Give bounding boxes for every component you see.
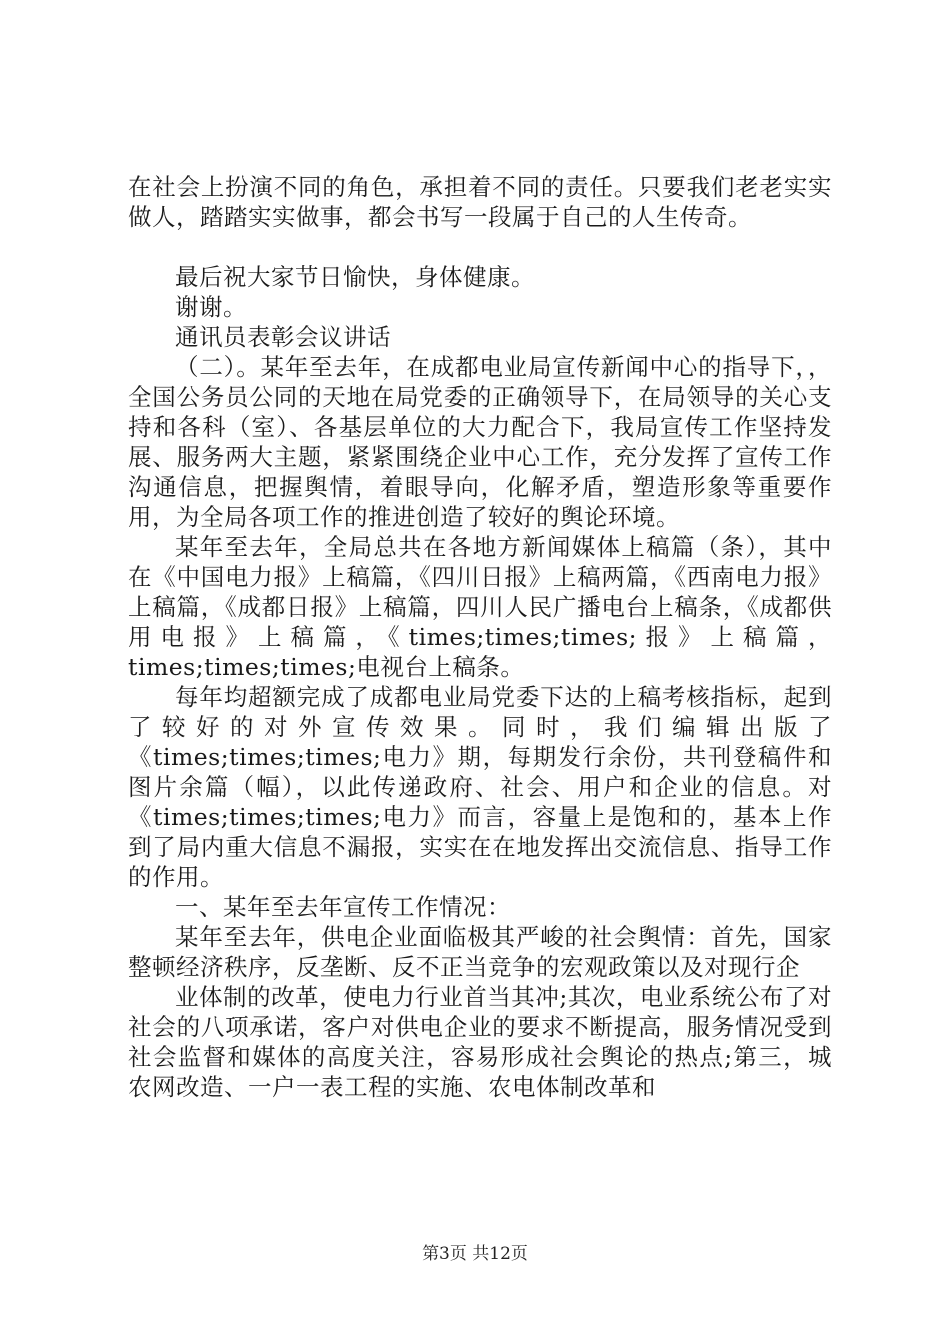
- paragraph-intro: （二）。某年至去年，在成都电业局宣传新闻中心的指导下，，全国公务员公同的天地在局党委的正确领导下，在局领导的关心支持和各科（室）、各基层单位的大力配合下，我局宣传工作坚持发展、服务两大主题，紧紧围绕企业中心工作，充分发挥了宣传工作沟通信息，把握舆情，着眼导向，化解矛盾，塑造形象等重要作用，为全局各项工作的推进创造了较好的舆论环境。: [128, 353, 832, 531]
- document-body: [128, 172, 832, 1102]
- paragraph-situation: 某年至去年，供电企业面临极其严峻的社会舆情：首先，国家整顿经济秩序，反垄断、反不正当竞争的宏观政策以及对现行企: [128, 923, 832, 981]
- paragraph-role-closing: 在社会上扮演不同的角色，承担着不同的责任。只要我们老老实实做人，踏踏实实做事，都会书写一段属于自己的人生传奇。: [128, 173, 832, 231]
- section-title: 通讯员表彰会议讲话: [175, 323, 391, 351]
- paragraph-thanks: 谢谢。: [175, 293, 247, 321]
- paragraph-media-stats: 某年至去年，全局总共在各地方新闻媒体上稿篇（条），其中在《中国电力报》上稿篇，《四川日报》上稿两篇，《西南电力报》上稿篇，《成都日报》上稿篇，四川人民广播电台上稿条，《成都供用电报》上稿篇，《times;times;times;报》上稿篇，times;times;times;电视台上稿条。: [128, 533, 832, 681]
- paragraph-publication: 每年均超额完成了成都电业局党委下达的上稿考核指标，起到了较好的对外宣传效果。同时，我们编辑出版了《times;times;times;电力》期，每期发行余份，共刊登稿件和图片余篇（幅），以此传递政府、社会、用户和企业的信息。对《times;times;times;电力》而言，容量上是饱和的，基本上作到了局内重大信息不漏报，实实在在地发挥出交流信息、指导工作的作用。: [128, 683, 832, 891]
- page-number: 第3页 共12页: [422, 1244, 528, 1264]
- page-footer: [0, 1244, 950, 1264]
- paragraph-reform: 业体制的改革，使电力行业首当其冲;其次，电业系统公布了对社会的八项承诺，客户对供电企业的要求不断提高，服务情况受到社会监督和媒体的高度关注，容易形成社会舆论的热点;第三，城农网改造、一户一表工程的实施、农电体制改革和: [128, 983, 832, 1101]
- paragraph-wishes: 最后祝大家节日愉快，身体健康。: [175, 263, 535, 291]
- section-heading-1: 一、某年至去年宣传工作情况：: [175, 893, 511, 921]
